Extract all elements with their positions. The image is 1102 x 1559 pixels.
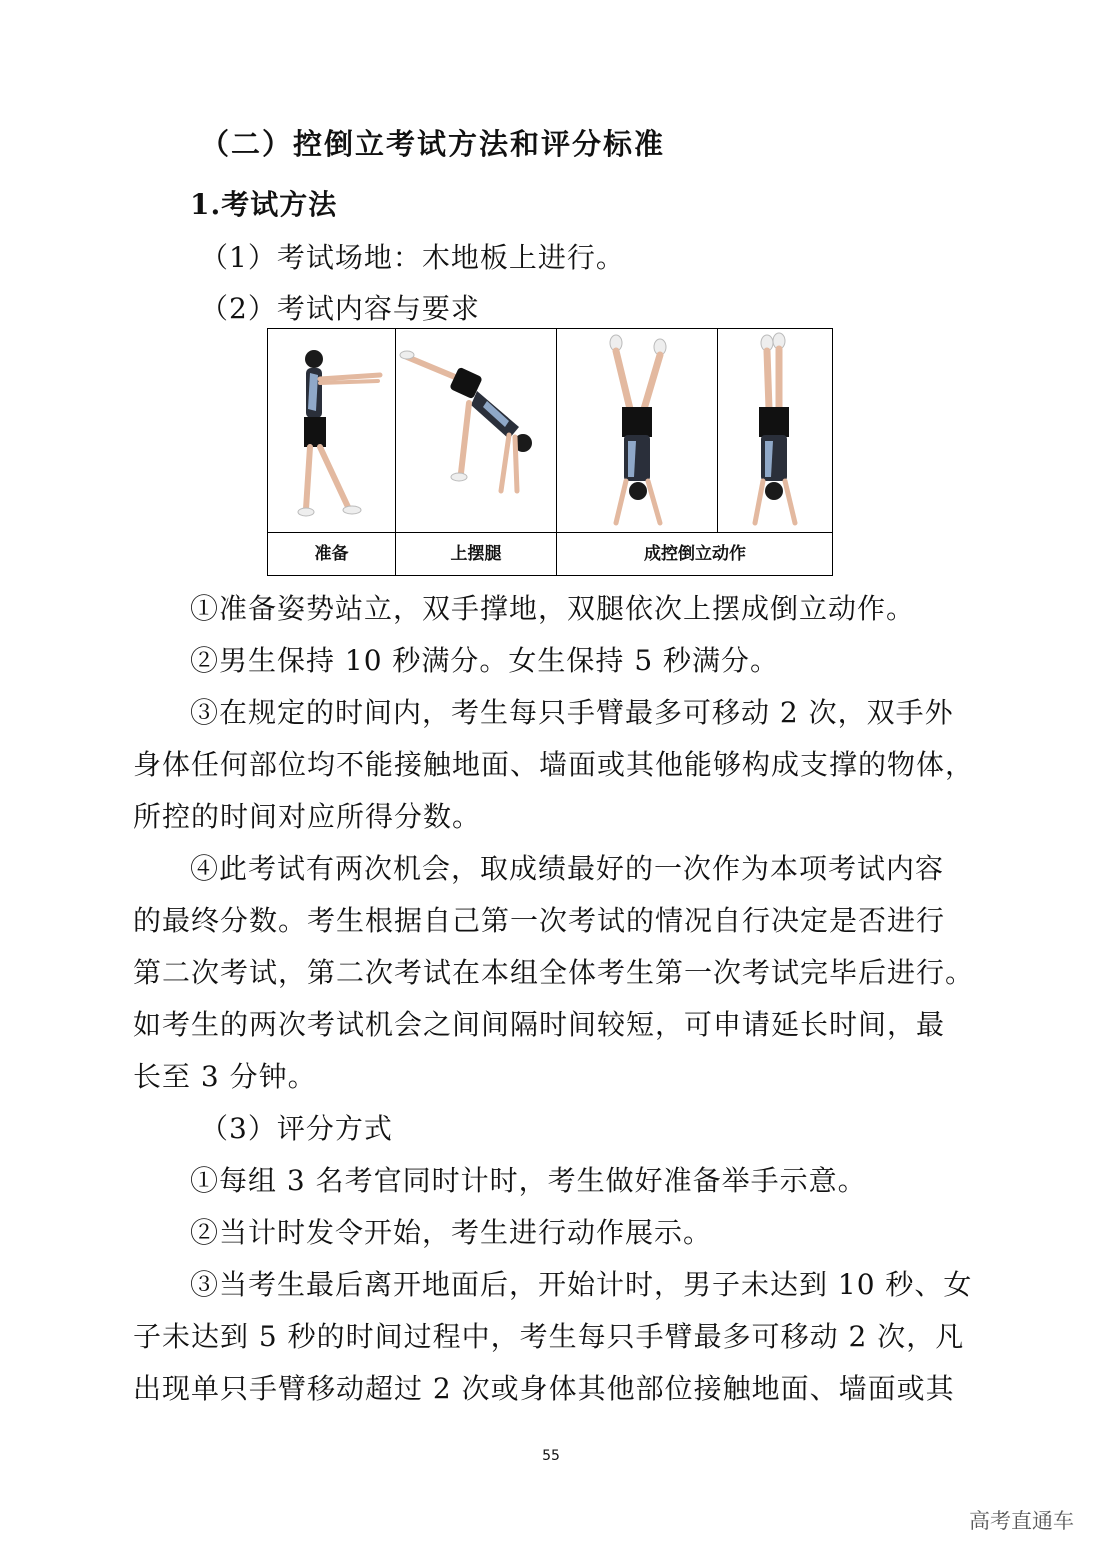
caption-leg-swing: 上摆腿 [450, 544, 502, 564]
handstand-figure-icon [558, 331, 716, 531]
item-content: （2）考试内容与要求 [200, 292, 480, 325]
paragraph: ②男生保持 10 秒满分。女生保持 5 秒满分。 [190, 644, 780, 677]
paragraph: 身体任何部位均不能接触地面、墙面或其他能够构成支撑的物体， [133, 748, 975, 781]
section-title: （二）控倒立考试方法和评分标准 [200, 127, 666, 161]
caption-handstand: 成控倒立动作 [644, 544, 746, 564]
paragraph: 的最终分数。考生根据自己第一次考试的情况自行决定是否进行 [133, 904, 946, 937]
scoring-paragraph: 出现单只手臂移动超过 2 次或身体其他部位接触地面、墙面或其 [133, 1372, 955, 1405]
paragraph: 第二次考试，第二次考试在本组全体考生第一次考试完毕后进行。 [133, 956, 975, 989]
scoring-paragraph: ①每组 3 名考官同时计时，考生做好准备举手示意。 [190, 1164, 867, 1197]
paragraph: ④此考试有两次机会，取成绩最好的一次作为本项考试内容 [190, 852, 945, 885]
paragraph: 如考生的两次考试机会之间间隔时间较短，可申请延长时间，最 [133, 1008, 946, 1041]
subheading-method: 1.考试方法 [190, 188, 338, 221]
paragraph: ③在规定的时间内，考生每只手臂最多可移动 2 次，双手外 [190, 696, 954, 729]
paragraph: ①准备姿势站立，双手撑地，双腿依次上摆成倒立动作。 [190, 592, 916, 625]
scoring-paragraph: 子未达到 5 秒的时间过程中，考生每只手臂最多可移动 2 次，凡 [133, 1320, 965, 1353]
figure-table [267, 328, 833, 576]
watermark: 高考直通车 [969, 1509, 1074, 1533]
page-number: 55 [542, 1448, 560, 1464]
item-venue: （1）考试场地：木地板上进行。 [200, 241, 625, 274]
table-divider [717, 329, 718, 532]
paragraph: 所控的时间对应所得分数。 [133, 800, 482, 833]
handstand-figure-icon [719, 331, 832, 531]
caption-prep: 准备 [314, 544, 349, 564]
standing-prep-figure-icon [270, 331, 394, 531]
scoring-paragraph: ③当考生最后离开地面后，开始计时，男子未达到 10 秒、女 [190, 1268, 973, 1301]
leg-swing-figure-icon [397, 331, 555, 531]
paragraph: 长至 3 分钟。 [133, 1060, 317, 1093]
item-scoring: （3）评分方式 [200, 1112, 393, 1145]
scoring-paragraph: ②当计时发令开始，考生进行动作展示。 [190, 1216, 713, 1249]
